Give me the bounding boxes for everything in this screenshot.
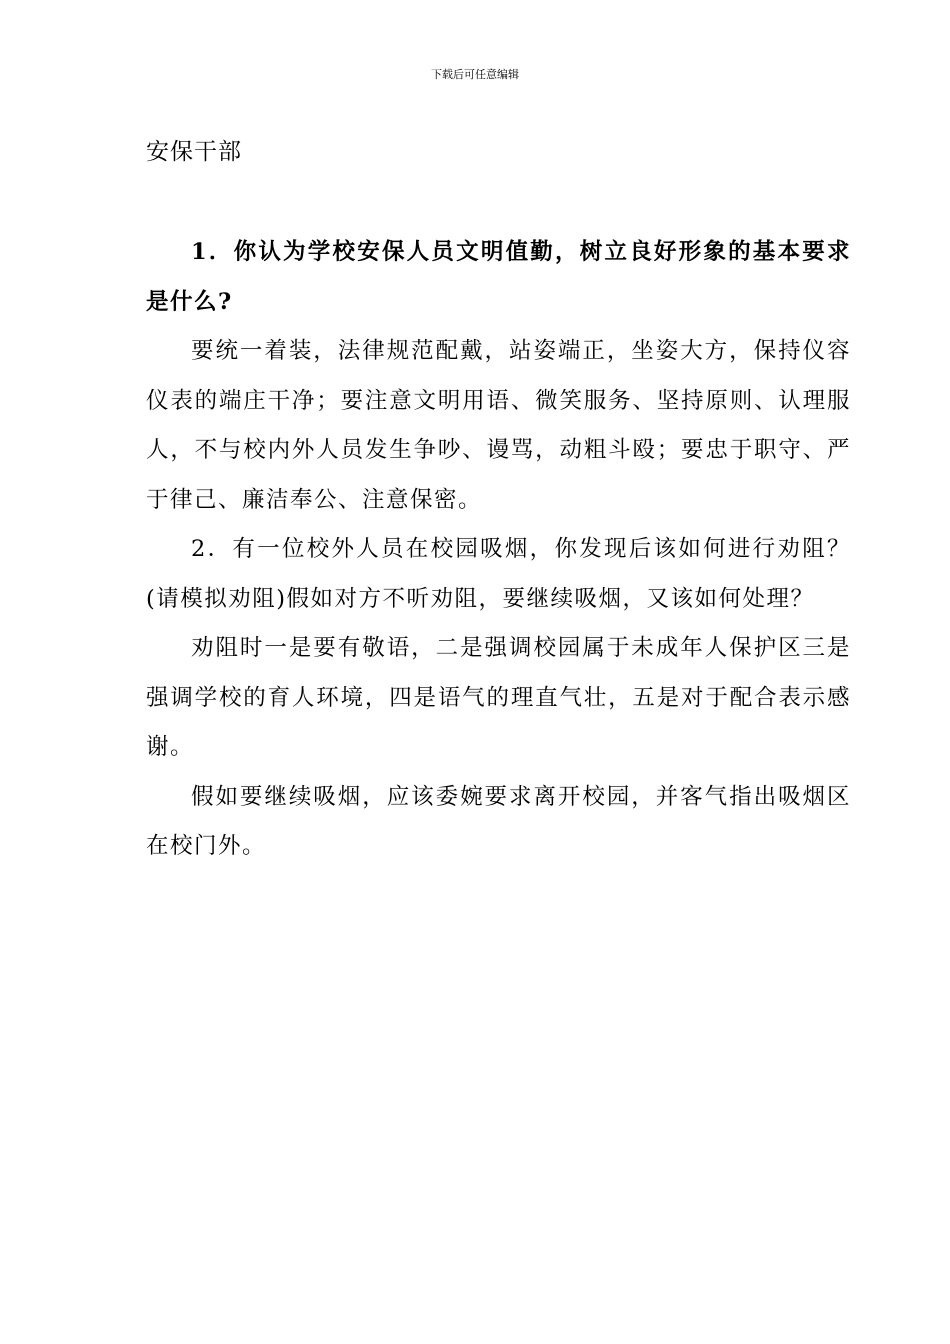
answer-1: 要统一着装，法律规范配戴，站姿端正，坐姿大方，保持仪容仪表的端庄干净；要注意文明用语、微笑服务、坚持原则、认理服人，不与校内外人员发生争吵、谩骂，动粗斗殴；要忠于职守、严于律己、廉洁奉公、注意保密。 xyxy=(146,338,851,513)
answer-2-continued: 假如要继续吸烟，应该委婉要求离开校园，并客气指出吸烟区在校门外。 xyxy=(146,783,851,859)
question-1: 1．你认为学校安保人员文明值勤，树立良好形象的基本要求是什么? xyxy=(146,239,851,315)
document-title: 安保干部 xyxy=(146,139,242,165)
answer-2: 劝阻时一是要有敬语，二是强调校园属于未成年人保护区三是强调学校的育人环境，四是语气的理直气壮，五是对于配合表示感谢。 xyxy=(146,635,851,760)
document-body xyxy=(146,228,851,872)
page-header: 下载后可任意编辑 xyxy=(431,68,519,81)
question-2: 2．有一位校外人员在校园吸烟，你发现后该如何进行劝阻？(请模拟劝阻)假如对方不听劝阻，要继续吸烟，又该如何处理？ xyxy=(146,536,851,612)
